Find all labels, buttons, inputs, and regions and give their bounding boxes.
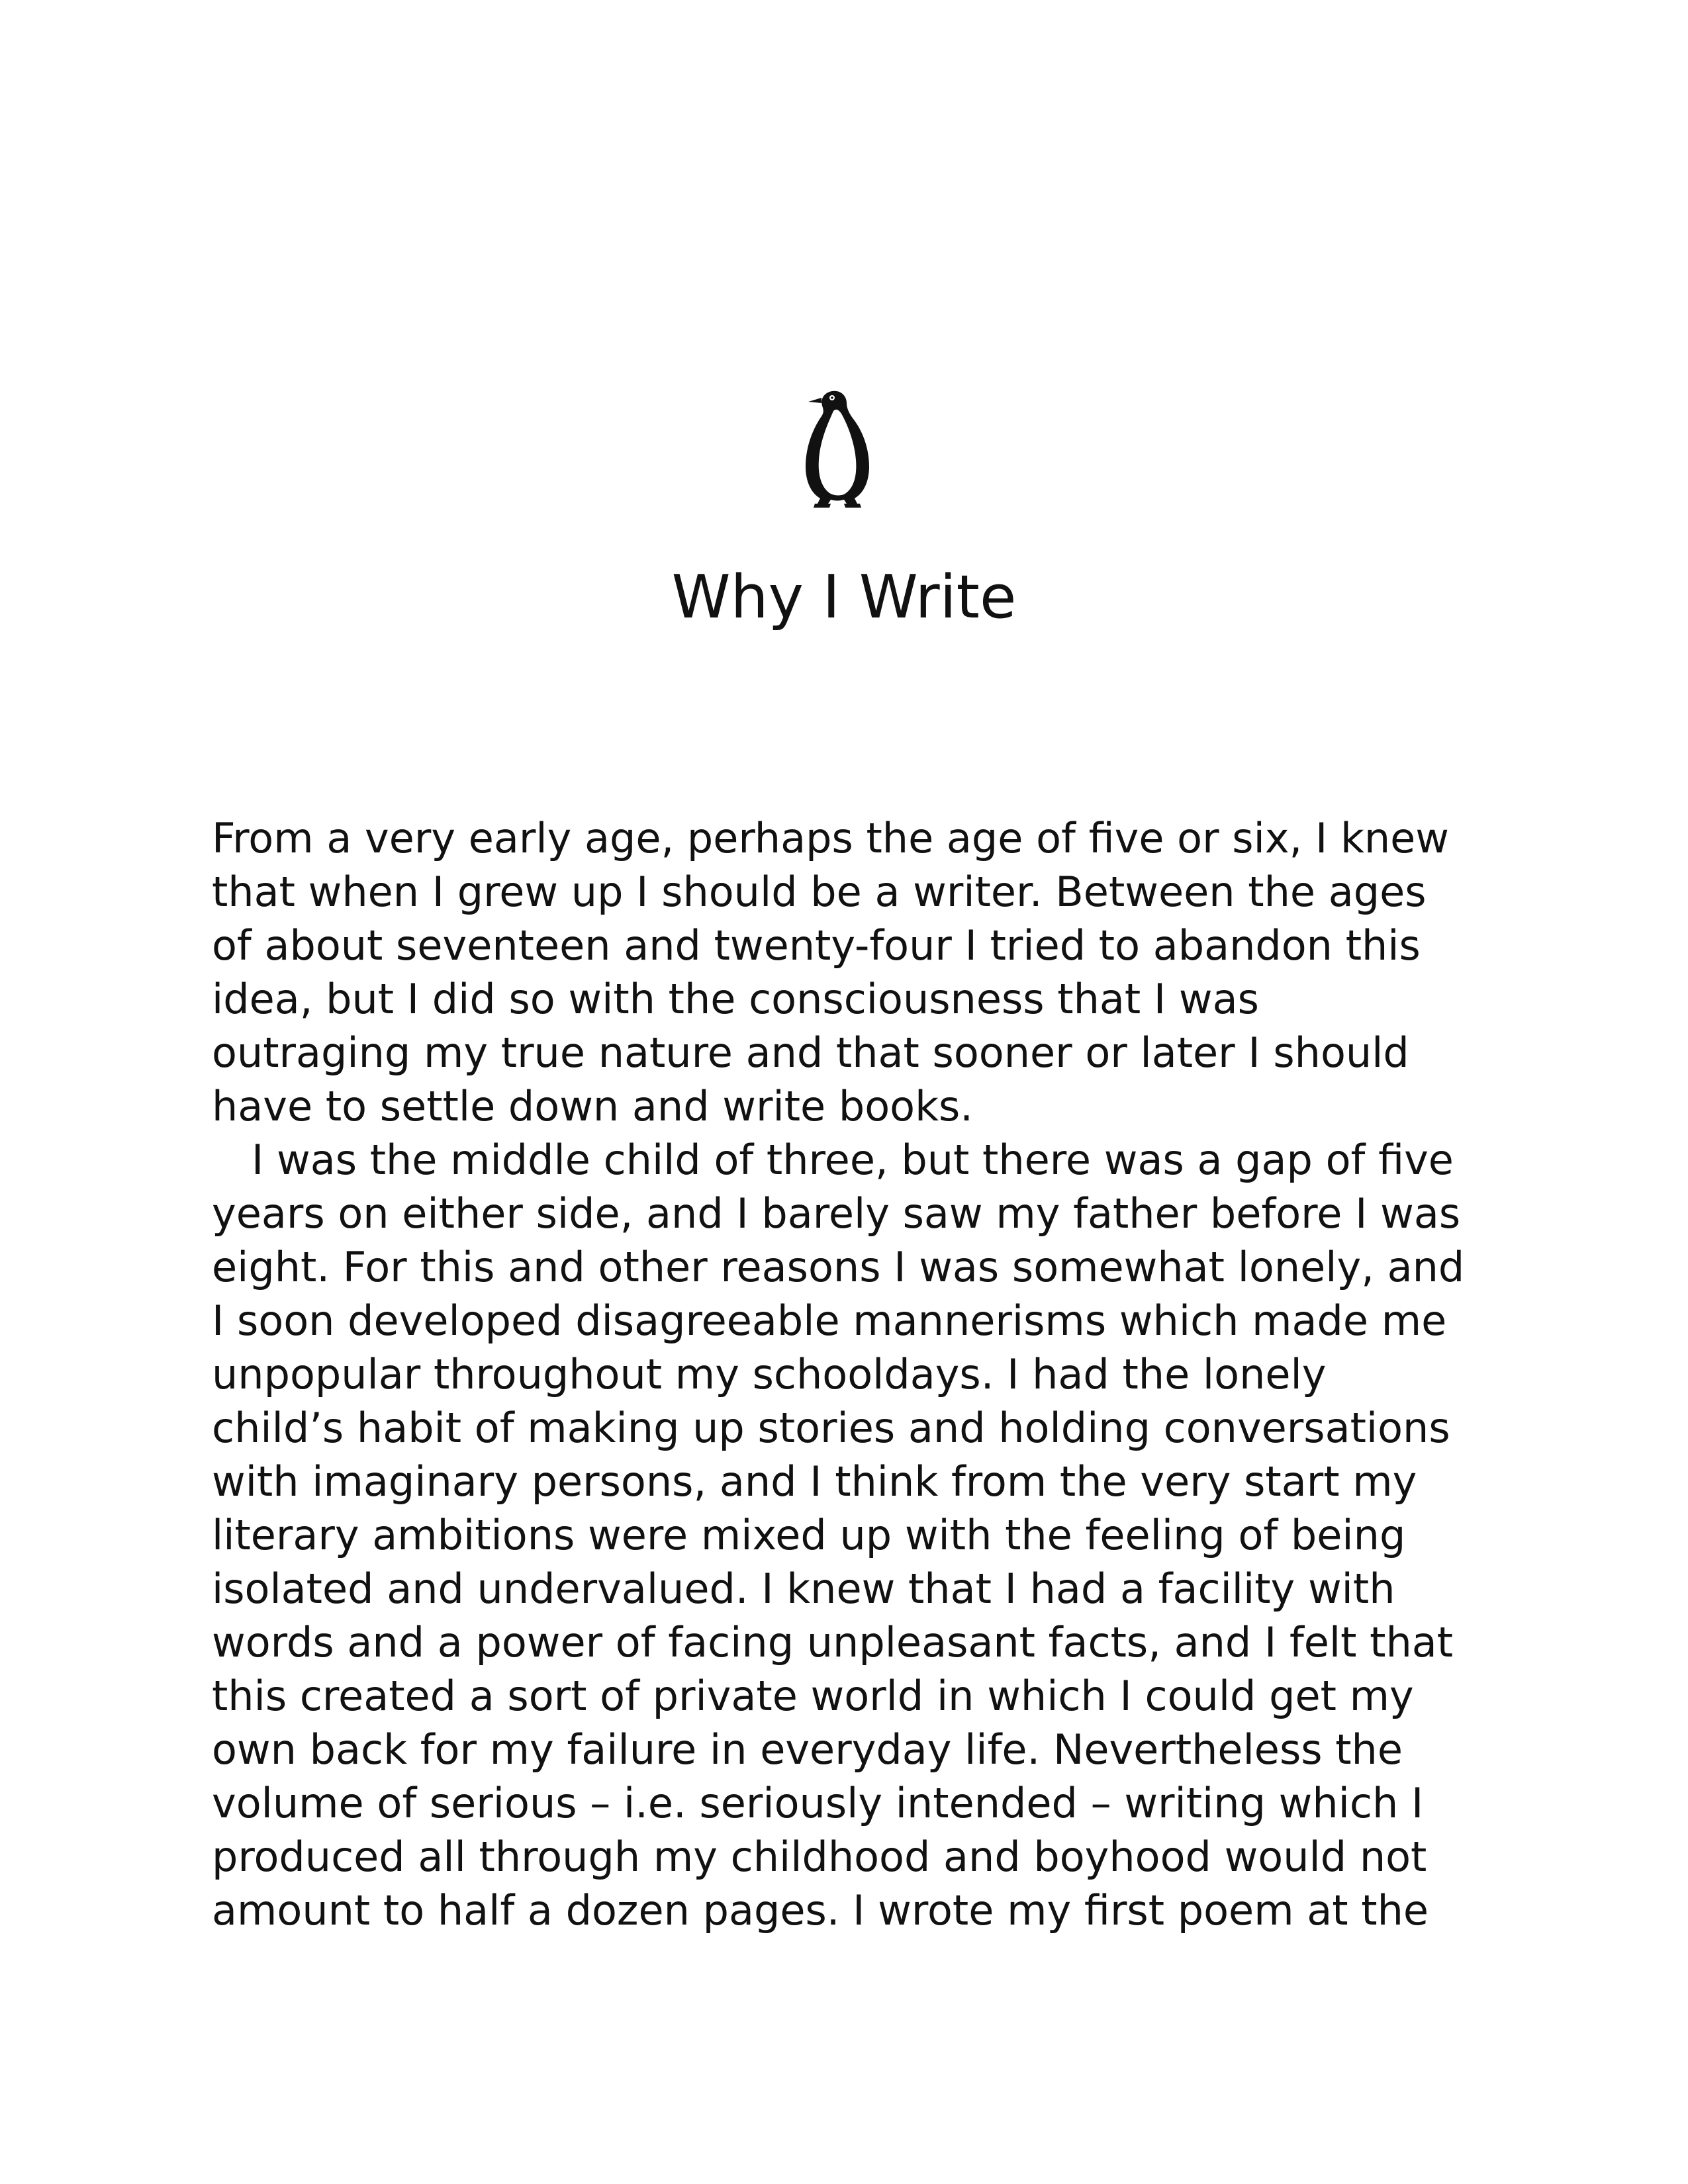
body-line: years on either side, and I barely saw my father before I was (212, 1189, 1461, 1238)
body-line: I soon developed disagreeable mannerisms which made me (212, 1297, 1447, 1345)
body-text (212, 811, 1503, 1937)
body-line: eight. For this and other reasons I was somewhat lonely, and (212, 1243, 1465, 1291)
body-line: produced all through my childhood and boyhood would not (212, 1833, 1427, 1881)
body-line: own back for my failure in everyday life. Nevertheless the (212, 1725, 1403, 1774)
body-line: of about seventeen and twenty-four I tried to abandon this (212, 921, 1421, 970)
body-line: amount to half a dozen pages. I wrote my first poem at the (212, 1886, 1429, 1934)
body-line: child’s habit of making up stories and holding conversations (212, 1404, 1450, 1452)
body-line: have to settle down and write books. (212, 1082, 973, 1130)
body-line: isolated and undervalued. I knew that I had a facility with (212, 1565, 1395, 1613)
body-line: with imaginary persons, and I think from the very start my (212, 1457, 1417, 1506)
body-line: literary ambitions were mixed up with the feeling of being (212, 1511, 1406, 1559)
page-title: Why I Write (671, 563, 1017, 632)
body-line: idea, but I did so with the consciousness that I was (212, 975, 1259, 1023)
body-line: this created a sort of private world in which I could get my (212, 1672, 1414, 1720)
body-line: I was the middle child of three, but there was a gap of five (252, 1136, 1454, 1184)
body-line: unpopular throughout my schooldays. I had the lonely (212, 1350, 1327, 1398)
body-line: outraging my true nature and that sooner or later I should (212, 1028, 1409, 1077)
body-line: volume of serious – i.e. seriously intended – writing which I (212, 1779, 1424, 1827)
body-line: From a very early age, perhaps the age of five or six, I knew (212, 814, 1449, 862)
body-line: that when I grew up I should be a writer. Between the ages (212, 868, 1427, 916)
body-line: words and a power of facing unpleasant facts, and I felt that (212, 1618, 1454, 1666)
penguin-icon (798, 387, 877, 510)
